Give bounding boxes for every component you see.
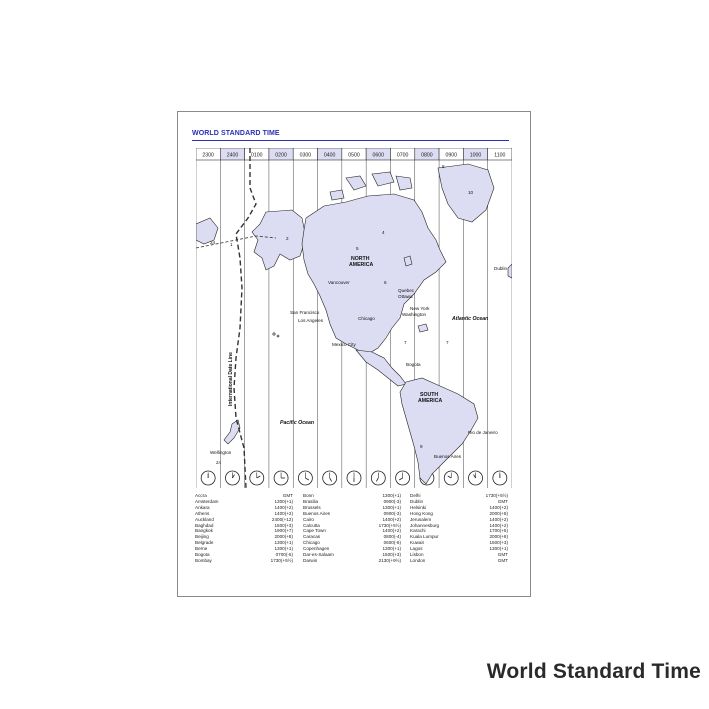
city-wellington: Wellington: [210, 450, 232, 455]
city-name: Brasilia: [303, 498, 319, 504]
city-row: [303, 558, 401, 564]
city-time: 0700(-5): [275, 552, 293, 558]
planner-page: [177, 111, 531, 597]
city-time: 1730(+5½): [485, 493, 508, 498]
city-name: Berne: [195, 546, 208, 552]
greenland-land: [438, 164, 494, 222]
timezone-header-label: 1100: [494, 152, 506, 159]
city-name: Copenhagen: [303, 546, 330, 552]
city-time: 0900(-3): [383, 498, 401, 504]
timezone-header-label: 0800: [421, 152, 433, 159]
city-name: Chicago: [303, 540, 320, 546]
city-name: Bogota: [195, 552, 210, 558]
svg-text:7: 7: [404, 340, 407, 345]
city-name: Bonn: [303, 493, 314, 498]
timezone-header-label: 0200: [275, 152, 287, 159]
city-name: Cairo: [303, 516, 314, 522]
landmasses: [196, 164, 512, 484]
city-name: Brussels: [303, 504, 321, 510]
city-row: [410, 558, 508, 564]
city-time: 1400(+2): [489, 522, 508, 528]
city-time: 0800(-4): [383, 534, 401, 540]
city-column-1: [195, 493, 293, 564]
city-name: Ankara: [195, 504, 210, 510]
city-name: Baghdad: [195, 522, 214, 528]
city-name: London: [410, 557, 426, 563]
city-time: 1400(+2): [274, 504, 293, 510]
city-san-francisco: San Francisco: [290, 310, 320, 315]
svg-text:9: 9: [420, 444, 423, 449]
city-name: Athens: [195, 510, 210, 516]
city-buenos-aires: Buenos Aires: [434, 454, 462, 459]
city-column-3: [410, 493, 508, 564]
city-time: GMT: [497, 498, 508, 504]
timezone-header-label: 0500: [348, 152, 360, 159]
timezone-header-label: 0100: [250, 152, 263, 159]
timezone-header-label: 0300: [299, 152, 312, 159]
city-chicago: Chicago: [358, 316, 375, 321]
city-quebec: Quebec: [398, 288, 415, 293]
city-time: 1300(+1): [274, 540, 293, 546]
city-rio: Rio de Janeiro: [468, 430, 498, 435]
city-name: Calcutta: [303, 522, 320, 528]
city-time: 1730(+5½): [270, 557, 293, 563]
city-name: Belgrade: [195, 540, 214, 546]
city-name: Amsterdam: [195, 498, 219, 504]
city-time: GMT: [497, 552, 508, 558]
timezone-header-label: 0600: [372, 152, 385, 159]
svg-text:8: 8: [442, 164, 445, 169]
city-time: 1300(+1): [382, 493, 401, 498]
city-time: 1300(+1): [489, 546, 508, 552]
city-name: Hong Kong: [410, 510, 433, 516]
city-name: Karachi: [410, 528, 426, 534]
city-time: 1400(+2): [489, 516, 508, 522]
atlantic-ocean-label: Atlantic Ocean: [452, 316, 489, 322]
timezone-map: [196, 148, 512, 488]
svg-text:24: 24: [216, 460, 222, 465]
timezone-header-label: 0900: [445, 152, 458, 159]
date-line-label: International Date Line: [228, 352, 234, 406]
timezone-header-label: 1000: [469, 152, 482, 159]
alaska-land: [252, 210, 306, 270]
svg-text:10: 10: [468, 190, 474, 195]
image-caption: World Standard Time: [486, 660, 701, 683]
city-name: Caracas: [303, 534, 321, 540]
city-time: 1300(+1): [382, 504, 401, 510]
city-time: 1400(+2): [382, 528, 401, 534]
city-time: 1500(+3): [489, 540, 508, 546]
date-line: [234, 148, 256, 488]
city-washington: Washington: [402, 312, 427, 317]
city-name: Lagos: [410, 546, 423, 552]
city-name: Beijing: [195, 534, 209, 540]
svg-text:7: 7: [446, 340, 449, 345]
city-name: Cape Town: [303, 528, 326, 534]
city-time: 2000(+8): [489, 510, 508, 516]
timezone-header-label: 0400: [323, 152, 336, 159]
city-time: 1730(+5½): [378, 522, 401, 528]
city-time: GMT: [282, 493, 293, 498]
city-name: Kuwait: [410, 540, 424, 546]
city-time: 2000(+8): [274, 534, 293, 540]
city-time: 1300(+1): [274, 498, 293, 504]
timezone-header-label: 0700: [396, 152, 409, 159]
city-name: Lisbon: [410, 552, 424, 558]
city-time: 2400(+12): [271, 516, 293, 522]
city-time: 1700(+5): [489, 528, 508, 534]
city-name: Johannesburg: [410, 522, 440, 528]
city-mexico-city: Mexico City: [332, 342, 356, 347]
city-time: 1900(+7): [274, 528, 293, 534]
city-name: Darwin: [303, 557, 318, 563]
city-column-2: [303, 493, 401, 564]
city-name: Bombay: [195, 557, 212, 563]
city-time: 1400(+2): [274, 510, 293, 516]
svg-text:24: 24: [210, 240, 216, 245]
city-time: GMT: [497, 557, 508, 563]
north-america-label-2: AMERICA: [349, 262, 374, 268]
city-ottawa: Ottawa: [398, 294, 413, 299]
city-time: 2000(+8): [489, 534, 508, 540]
city-time: 0900(-3): [383, 510, 401, 516]
city-name: Dar-es-Salaam: [303, 552, 334, 558]
city-time: 1400(+2): [489, 504, 508, 510]
city-time: 1500(+3): [382, 552, 401, 558]
timezone-header-label: 2400: [226, 152, 239, 159]
city-time: 1400(+2): [382, 516, 401, 522]
city-name: Delhi: [410, 493, 421, 498]
city-name: Helsinki: [410, 504, 427, 510]
svg-text:5: 5: [356, 246, 359, 251]
city-los-angeles: Los Angeles: [298, 318, 324, 323]
svg-text:2: 2: [286, 236, 289, 241]
city-name: Kuala Lumpur: [410, 534, 439, 540]
city-bogota: Bogota: [406, 362, 421, 367]
city-name: Bangkok: [195, 528, 213, 534]
title-rule: [192, 140, 509, 141]
city-name: Jerusalem: [410, 516, 432, 522]
city-time: 1300(+1): [382, 546, 401, 552]
pacific-ocean-label: Pacific Ocean: [280, 420, 315, 426]
city-time: 0600(-6): [383, 540, 401, 546]
north-america-label-1: NORTH: [351, 256, 370, 262]
timezone-header-label: 2300: [202, 152, 214, 159]
city-name: Dublin: [410, 498, 424, 504]
central-america-land: [356, 350, 406, 386]
page-title: WORLD STANDARD TIME: [192, 130, 280, 137]
svg-text:4: 4: [382, 230, 385, 235]
city-time: 1500(+3): [274, 522, 293, 528]
svg-text:6: 6: [384, 280, 387, 285]
city-name: Accra: [195, 493, 207, 498]
city-new-york: New York: [410, 306, 430, 311]
city-dublin: Dublin: [494, 266, 508, 271]
city-name: Buenos Aires: [303, 510, 331, 516]
south-america-label-1: SOUTH: [420, 392, 439, 398]
south-america-label-2: AMERICA: [418, 398, 443, 404]
city-row: [195, 558, 293, 564]
city-name: Auckland: [195, 516, 214, 522]
city-time: 2130(+9½): [378, 557, 401, 563]
svg-text:1: 1: [230, 242, 233, 247]
city-vancouver: Vancouver: [328, 280, 350, 285]
city-time: 1300(+1): [274, 546, 293, 552]
